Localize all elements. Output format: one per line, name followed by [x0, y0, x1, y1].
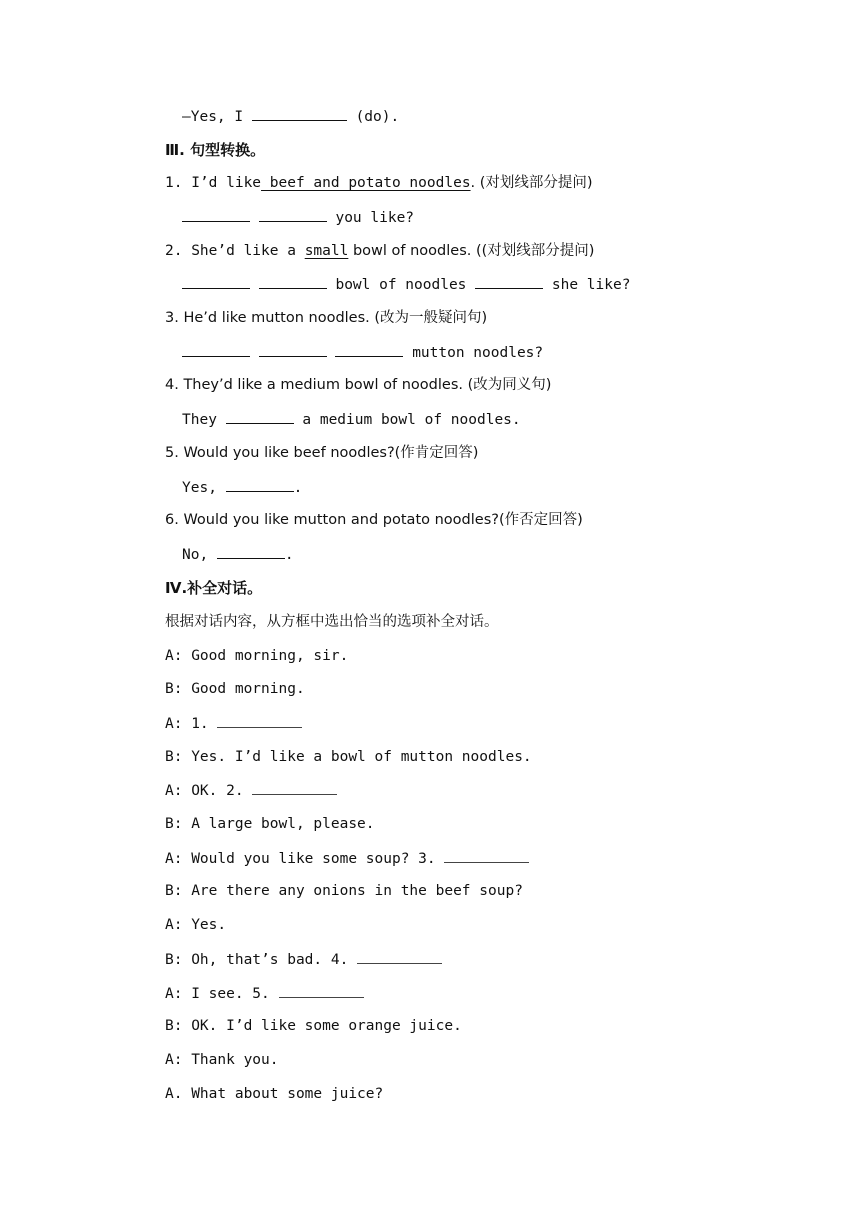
dialogue-blank-4[interactable] [357, 949, 442, 964]
answer-line-6: No, . [182, 544, 294, 565]
question-3: 3. He’d like mutton noodles. (改为一般疑问句) [165, 310, 488, 326]
dialogue-line: B: A large bowl, please. [165, 816, 375, 832]
answer-blank[interactable] [335, 342, 403, 357]
underlined-word: small [304, 243, 349, 259]
section-heading-4: Ⅳ.补全对话。 [165, 579, 263, 597]
answer-blank[interactable] [226, 409, 294, 424]
dialogue-line: A: Yes. [165, 917, 227, 933]
question-5: 5. Would you like beef noodles?(作肯定回答) [165, 445, 479, 461]
dialogue-line: B: Oh, that’s bad. 4. [165, 949, 442, 970]
dialogue-line: B: Are there any onions in the beef soup? [165, 883, 523, 899]
dialogue-blank-1[interactable] [217, 713, 302, 728]
answer-blank[interactable] [259, 342, 327, 357]
dialogue-blank-2[interactable] [252, 780, 337, 795]
answer-blank[interactable] [182, 274, 250, 289]
dialogue-line: A: I see. 5. [165, 983, 364, 1004]
underlined-phrase: beef and potato noodles [261, 175, 471, 191]
answer-line-4: They a medium bowl of noodles. [182, 409, 521, 430]
answer-blank[interactable] [259, 274, 327, 289]
section-heading-3: Ⅲ. 句型转换。 [165, 141, 266, 159]
answer-line-1: you like? [182, 207, 414, 228]
dialogue-line: A: Good morning, sir. [165, 648, 349, 664]
answer-line-top: —Yes, I (do). [182, 106, 399, 127]
question-6: 6. Would you like mutton and potato noodles?(作否定回答) [165, 512, 583, 528]
answer-blank[interactable] [182, 342, 250, 357]
question-2: 2. She’d like a small bowl of noodles. ((对划线部分提问) [165, 243, 595, 259]
dialogue-line: A: Thank you. [165, 1052, 279, 1068]
question-4: 4. They’d like a medium bowl of noodles. (改为同义句) [165, 377, 552, 393]
answer-line-2: bowl of noodles she like? [182, 274, 630, 295]
dialogue-line: B: Yes. I’d like a bowl of mutton noodles. [165, 749, 532, 765]
section-instruction: 根据对话内容，从方框中选出恰当的选项补全对话。 [165, 614, 499, 630]
dialogue-line: A: OK. 2. [165, 780, 337, 801]
question-1: 1. I’d like beef and potato noodles. (对划线部分提问) [165, 175, 593, 191]
dialogue-blank-5[interactable] [279, 983, 364, 998]
dialogue-line: A: Would you like some soup? 3. [165, 848, 529, 869]
answer-blank[interactable] [217, 544, 285, 559]
answer-blank[interactable] [259, 207, 327, 222]
answer-blank[interactable] [252, 106, 347, 121]
dialogue-line: A: 1. [165, 713, 302, 734]
answer-line-5: Yes, . [182, 477, 302, 498]
option-a: A. What about some juice? [165, 1086, 384, 1102]
dialogue-line: B: OK. I’d like some orange juice. [165, 1018, 462, 1034]
answer-line-3: mutton noodles? [182, 342, 543, 363]
answer-blank[interactable] [475, 274, 543, 289]
dialogue-blank-3[interactable] [444, 848, 529, 863]
dialogue-line: B: Good morning. [165, 681, 305, 697]
answer-blank[interactable] [182, 207, 250, 222]
answer-blank[interactable] [226, 477, 294, 492]
